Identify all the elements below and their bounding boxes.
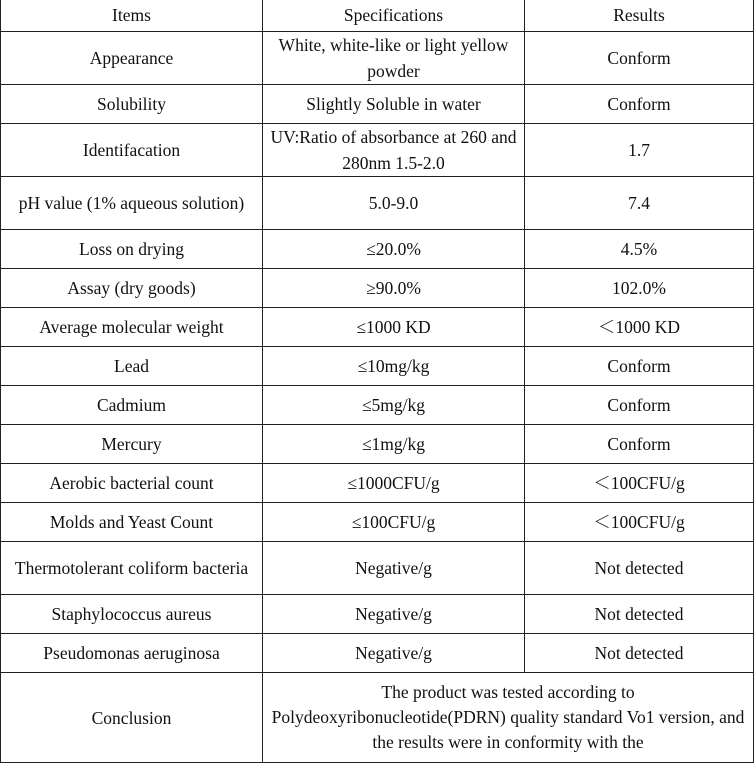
result-cell: Conform	[525, 386, 754, 425]
item-cell: Staphylococcus aureus	[1, 595, 263, 634]
result-cell: Conform	[525, 32, 754, 85]
result-cell: 102.0%	[525, 269, 754, 308]
item-cell: Molds and Yeast Count	[1, 503, 263, 542]
table-row	[1, 308, 754, 347]
table-row	[1, 124, 754, 177]
item-cell: Average molecular weight	[1, 308, 263, 347]
spec-cell: ≤5mg/kg	[263, 386, 525, 425]
result-cell: 4.5%	[525, 230, 754, 269]
spec-cell: ≥90.0%	[263, 269, 525, 308]
conclusion-row	[1, 673, 754, 763]
item-cell: Mercury	[1, 425, 263, 464]
result-cell: 7.4	[525, 177, 754, 230]
item-cell: Loss on drying	[1, 230, 263, 269]
item-cell: Assay (dry goods)	[1, 269, 263, 308]
header-items: Items	[1, 0, 263, 32]
spec-cell: ≤10mg/kg	[263, 347, 525, 386]
result-cell: Conform	[525, 425, 754, 464]
spec-cell: Negative/g	[263, 542, 525, 595]
table-row	[1, 425, 754, 464]
spec-cell: ≤100CFU/g	[263, 503, 525, 542]
result-cell: ＜100CFU/g	[525, 464, 754, 503]
item-cell: Lead	[1, 347, 263, 386]
result-cell: ＜1000 KD	[525, 308, 754, 347]
table-row	[1, 542, 754, 595]
table-row	[1, 386, 754, 425]
spec-cell: ≤1000 KD	[263, 308, 525, 347]
spec-cell: Negative/g	[263, 634, 525, 673]
item-cell: Pseudomonas aeruginosa	[1, 634, 263, 673]
table-row	[1, 269, 754, 308]
spec-cell: 5.0-9.0	[263, 177, 525, 230]
result-cell: 1.7	[525, 124, 754, 177]
spec-cell: ≤1mg/kg	[263, 425, 525, 464]
spec-cell: UV:Ratio of absorbance at 260 and 280nm 1.5-2.0	[263, 124, 525, 177]
conclusion-label: Conclusion	[1, 673, 263, 763]
result-cell: Not detected	[525, 634, 754, 673]
conclusion-text: The product was tested according to Polydeoxyribonucleotide(PDRN) quality standard Vo1 version, and the results were in conformity with the	[263, 673, 754, 763]
table-row	[1, 230, 754, 269]
table-row	[1, 595, 754, 634]
table-row	[1, 503, 754, 542]
item-cell: Appearance	[1, 32, 263, 85]
spec-cell: White, white-like or light yellow powder	[263, 32, 525, 85]
spec-cell: ≤1000CFU/g	[263, 464, 525, 503]
result-cell: Not detected	[525, 542, 754, 595]
header-specifications: Specifications	[263, 0, 525, 32]
item-cell: Identifacation	[1, 124, 263, 177]
header-row	[1, 0, 754, 32]
table-row	[1, 347, 754, 386]
table-row	[1, 464, 754, 503]
spec-cell: Negative/g	[263, 595, 525, 634]
table-row	[1, 32, 754, 85]
table-row	[1, 85, 754, 124]
item-cell: Thermotolerant coliform bacteria	[1, 542, 263, 595]
header-results: Results	[525, 0, 754, 32]
result-cell: ＜100CFU/g	[525, 503, 754, 542]
spec-cell: Slightly Soluble in water	[263, 85, 525, 124]
result-cell: Not detected	[525, 595, 754, 634]
item-cell: Aerobic bacterial count	[1, 464, 263, 503]
item-cell: pH value (1% aqueous solution)	[1, 177, 263, 230]
result-cell: Conform	[525, 85, 754, 124]
spec-cell: ≤20.0%	[263, 230, 525, 269]
item-cell: Solubility	[1, 85, 263, 124]
table-row	[1, 634, 754, 673]
result-cell: Conform	[525, 347, 754, 386]
table-row	[1, 177, 754, 230]
item-cell: Cadmium	[1, 386, 263, 425]
